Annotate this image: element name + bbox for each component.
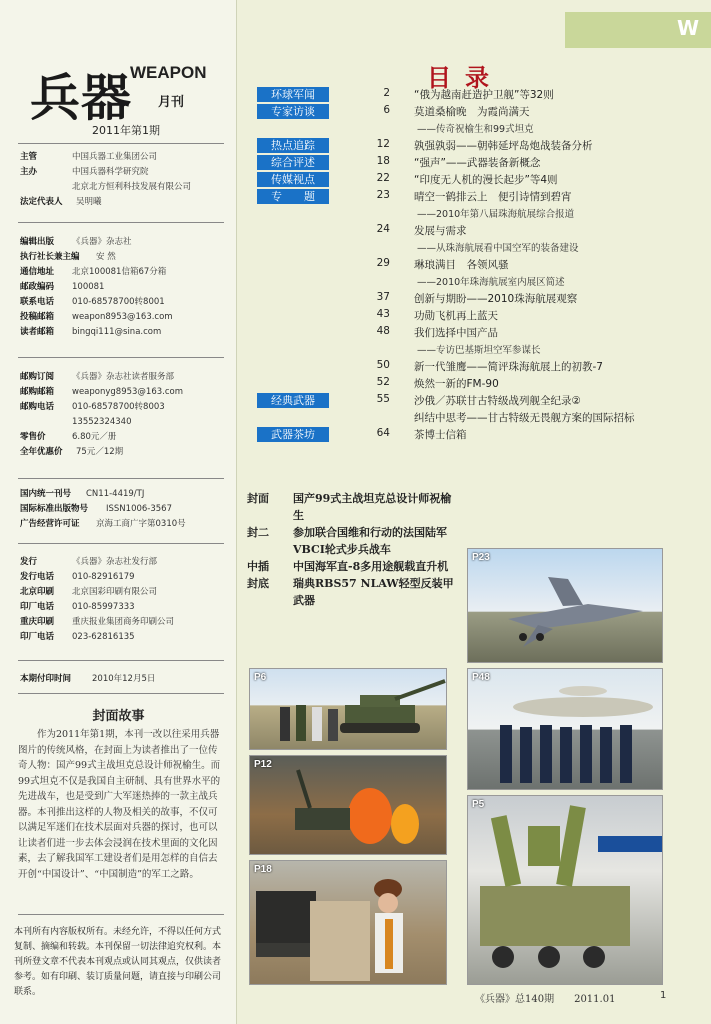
info-value: 《兵器》杂志社: [72, 237, 132, 247]
info-key: 国内统一刊号: [20, 489, 72, 499]
divider: [18, 660, 224, 661]
toc-entry[interactable]: [257, 137, 677, 154]
cover-story-title: 封面故事: [92, 709, 145, 724]
cover-list-item: [247, 558, 457, 575]
toc-title-text: “印度无人机的漫长起步”等4则: [414, 174, 558, 186]
toc-page-number: 2: [383, 87, 390, 99]
info-row: [20, 180, 191, 195]
printing-info: [20, 555, 174, 645]
photo-label: P23: [472, 552, 490, 563]
info-key: 印厂电话: [20, 632, 55, 642]
info-row: [20, 250, 173, 265]
info-key: 投稿邮箱: [20, 312, 55, 322]
missile-vehicle-image: [468, 796, 663, 985]
toc-page-number: 64: [376, 427, 390, 439]
info-row: [20, 385, 183, 400]
toc-entry[interactable]: [257, 409, 677, 426]
info-key: 印厂电话: [20, 602, 55, 612]
cover-list-item: [247, 490, 457, 524]
info-key: 发行: [20, 557, 38, 567]
toc-section-tag: 武器茶坊: [257, 427, 329, 442]
info-key: 主管: [20, 152, 38, 162]
info-row: [20, 570, 174, 585]
toc-title-text: 纠结中思考——甘古特级无畏舰方案的国际招标: [414, 412, 635, 424]
info-row: [20, 555, 174, 570]
cover-list-key: 中插: [247, 560, 269, 573]
cover-list-key: 封二: [247, 526, 269, 539]
toc-entry[interactable]: [257, 375, 677, 392]
toc-entry[interactable]: [257, 188, 677, 205]
photo-p23: [467, 548, 663, 663]
divider: [18, 222, 224, 223]
copyright-notice: 本刊所有内容版权所有。未经允许，不得以任何方式复制、摘编和转载。本刊保留一切法律追究权利。本刊所登文章不代表本刊观点或认同其观点，仅供读者参考。如有印刷、装订质量问题，请直接与印刷公司联系。: [14, 927, 222, 997]
cover-list-value: 瑞典RBS57 NLAW轻型反装甲武器: [293, 577, 454, 607]
contents-column: [247, 0, 711, 1024]
toc-page-number: 50: [376, 359, 390, 371]
photo-label: P48: [472, 672, 490, 683]
toc-page-number: 55: [376, 393, 390, 405]
info-key: 执行社长兼主编: [20, 252, 80, 262]
info-row: [20, 325, 173, 340]
magazine-english-title: WEAPON: [130, 63, 207, 82]
toc-title-text: 创新与期盼——2010珠海航展观察: [414, 293, 578, 305]
info-key: 零售价: [20, 432, 46, 442]
cover-list-item: [247, 575, 457, 609]
toc-title-text: 孰强孰弱——朝韩延坪岛炮战装备分析: [414, 140, 593, 152]
soldier-truck-image: [250, 861, 447, 985]
cover-list-value: 国产99式主战坦克总设计师祝榆生: [293, 492, 452, 522]
info-value: 北京国彩印刷有限公司: [72, 587, 158, 597]
toc-page-number: 52: [376, 376, 390, 388]
info-key: 邮购订阅: [20, 372, 55, 382]
info-row: [20, 430, 183, 445]
toc-section-tag: 综合评述: [257, 155, 329, 170]
info-row: [20, 295, 173, 310]
publisher-info: [20, 150, 191, 210]
table-of-contents: [257, 86, 677, 443]
info-value: 010-68578700转8001: [72, 297, 165, 307]
masthead-column: [0, 0, 237, 1024]
divider: [18, 693, 224, 694]
page-number: 1: [660, 990, 667, 1001]
info-value: 023-62816135: [72, 632, 135, 642]
info-key: [20, 180, 72, 195]
toc-title-text: “强声”——武器装备新概念: [414, 157, 541, 169]
toc-page-number: 22: [376, 172, 390, 184]
toc-section-tag: 环球军闻: [257, 87, 329, 102]
cover-list-key: 封底: [247, 577, 269, 590]
toc-section-tag: 传媒视点: [257, 172, 329, 187]
divider: [18, 357, 224, 358]
info-value: weaponyg8953@163.com: [72, 387, 184, 397]
info-key: 读者邮箱: [20, 327, 55, 337]
photo-p6: [249, 668, 447, 750]
info-key: 邮购邮箱: [20, 387, 55, 397]
cover-story-text: 作为2011年第1期，本刊一改以往采用兵器图片的传统风格，在封面上为读者推出了一位传奇人物：国产99式主战坦克总设计师祝榆生。而99式坦克不仅是我国自主研制、具有世界水平的先进战车，也是受到广大军迷热捧的一款主战兵器。本刊推出这样的人物及相关的故事，不仅可以满足军迷们在技术层面对兵器的探讨，也可以让读者们进一步去体会浸润在技术里面的文化因素，去了解我国军工建设者们是用怎样的自信去开创“中国设计”、“中国制造”的军工之路。: [18, 729, 221, 880]
toc-entry[interactable]: [257, 239, 677, 256]
info-value: weapon8953@163.com: [72, 312, 173, 322]
info-row: [20, 630, 174, 645]
info-row: [20, 195, 191, 210]
info-value: CN11-4419/TJ: [86, 489, 145, 499]
info-row: [20, 280, 173, 295]
info-key: 联系电话: [20, 297, 55, 307]
toc-section-tag: 专 题: [257, 189, 329, 204]
tank-image: [250, 669, 447, 750]
toc-entry[interactable]: [257, 307, 677, 324]
info-value: 北京100081信箱67分箱: [72, 267, 167, 277]
toc-subtitle: ——传奇祝榆生和99式坦克: [417, 124, 534, 135]
toc-entry[interactable]: [257, 205, 677, 222]
artillery-fire-image: [250, 756, 447, 855]
info-value: bingqi111@sina.com: [72, 327, 162, 337]
info-row: [20, 600, 174, 615]
toc-entry[interactable]: [257, 324, 677, 341]
toc-section-tag: 热点追踪: [257, 138, 329, 153]
toc-title-text: 我们选择中国产品: [414, 327, 498, 339]
info-key: 北京印刷: [20, 587, 55, 597]
toc-subtitle: ——2010年珠海航展室内展区简述: [417, 277, 565, 288]
info-value: 100081: [72, 282, 105, 292]
info-key: 国际标准出版物号: [20, 504, 89, 514]
info-key: 全年优惠价: [20, 447, 63, 457]
toc-title-text: 发展与需求: [414, 225, 467, 237]
photo-label: P12: [254, 759, 272, 770]
info-key: 编辑出版: [20, 237, 55, 247]
toc-page-number: 6: [383, 104, 390, 116]
info-value: 13552324340: [72, 417, 132, 427]
photo-p48: [467, 668, 663, 790]
photo-label: P5: [472, 799, 485, 810]
toc-entry[interactable]: [257, 358, 677, 375]
section-badge: W: [565, 12, 711, 48]
toc-page-number: 23: [376, 189, 390, 201]
info-value: 重庆报业集团商务印刷公司: [72, 617, 175, 627]
info-key: 重庆印刷: [20, 617, 55, 627]
toc-page-number: 24: [376, 223, 390, 235]
toc-title-text: 琳琅满目 各领风骚: [414, 259, 509, 271]
info-row: [20, 370, 183, 385]
info-row: [20, 415, 183, 430]
info-row: [20, 400, 183, 415]
toc-entry[interactable]: [257, 341, 677, 358]
aircraft-officers-image: [468, 669, 663, 790]
info-value: 6.80元／册: [72, 432, 117, 442]
info-key: 广告经营许可证: [20, 519, 80, 529]
toc-subtitle: ——从珠海航展看中国空军的装备建设: [417, 243, 579, 254]
info-value: 75元／12期: [76, 447, 124, 457]
info-value: 《兵器》杂志社读者服务部: [72, 372, 175, 382]
toc-page-number: 12: [376, 138, 390, 150]
divider: [18, 478, 224, 479]
info-value: 安 然: [96, 252, 116, 262]
toc-title-text: 新一代雏鹰——简评珠海航展上的初教-7: [414, 361, 603, 373]
info-value: 北京北方恒利科技发展有限公司: [72, 182, 192, 192]
toc-entry[interactable]: [257, 290, 677, 307]
toc-subtitle: ——2010年第八届珠海航展综合报道: [417, 209, 575, 220]
cover-list-item: [247, 524, 457, 558]
photo-p12: [249, 755, 447, 855]
info-value: 《兵器》杂志社发行部: [72, 557, 158, 567]
toc-title-text: 莫道桑榆晚 为霞尚满天: [414, 106, 530, 118]
editorial-info: [20, 235, 173, 340]
info-row: [20, 502, 186, 517]
info-row: [20, 165, 191, 180]
info-value: 010-68578700转8003: [72, 402, 165, 412]
toc-page-number: 48: [376, 325, 390, 337]
divider: [18, 143, 224, 144]
monthly-label: 月刊: [158, 95, 185, 110]
toc-page-number: 18: [376, 155, 390, 167]
toc-entry[interactable]: [257, 103, 677, 120]
info-key: 邮购电话: [20, 402, 55, 412]
toc-title-text: 晴空一鹤排云上 便引诗情到碧宵: [414, 191, 572, 203]
info-row: [20, 310, 173, 325]
info-value: ISSN1006-3567: [106, 504, 172, 514]
toc-entry[interactable]: [257, 256, 677, 273]
info-value: 京海工商广字第0310号: [96, 519, 186, 529]
print-time: 本期付印时间 2010年12月5日: [20, 674, 156, 684]
toc-entry[interactable]: [257, 154, 677, 171]
toc-subtitle: ——专访巴基斯坦空军参谋长: [417, 345, 541, 356]
cover-list-key: 封面: [247, 492, 269, 505]
toc-section-tag: 专家访谈: [257, 104, 329, 119]
registration-info: [20, 487, 186, 532]
info-value: 010-85997333: [72, 602, 135, 612]
toc-section-tag: 经典武器: [257, 393, 329, 408]
toc-title-text: 沙俄／苏联甘古特级战列舰全纪录②: [414, 395, 581, 407]
divider: [18, 543, 224, 544]
toc-entry[interactable]: [257, 120, 677, 137]
info-row: [20, 445, 183, 460]
issue-footer: 《兵器》总140期 2011.01: [475, 994, 616, 1005]
toc-entry[interactable]: [257, 222, 677, 239]
info-row: [20, 585, 174, 600]
info-key: [20, 415, 72, 430]
info-row: [20, 265, 173, 280]
toc-title: 目录: [427, 63, 503, 92]
toc-page-number: 37: [376, 291, 390, 303]
toc-entry[interactable]: [257, 86, 677, 103]
divider: [18, 914, 224, 915]
info-key: 通信地址: [20, 267, 55, 277]
photo-label: P6: [254, 672, 267, 683]
info-value: 中国兵器科学研究院: [72, 167, 149, 177]
toc-entry[interactable]: [257, 273, 677, 290]
cover-list: [247, 490, 457, 609]
info-row: [20, 615, 174, 630]
photo-label: P18: [254, 864, 272, 875]
toc-title-text: 功勋飞机再上蓝天: [414, 310, 498, 322]
info-value: 010-82916179: [72, 572, 135, 582]
toc-entry[interactable]: [257, 171, 677, 188]
info-value: 吴明曦: [76, 197, 102, 207]
info-value: 中国兵器工业集团公司: [72, 152, 158, 162]
info-row: [20, 235, 173, 250]
issue-number: 2011年第1期: [92, 124, 160, 137]
info-row: [20, 487, 186, 502]
subscription-info: [20, 370, 183, 460]
toc-title-text: 茶博士信箱: [414, 429, 467, 441]
info-key: 邮政编码: [20, 282, 55, 292]
toc-entry[interactable]: [257, 426, 677, 443]
toc-title-text: 焕然一新的FM-90: [414, 378, 499, 390]
info-key: 法定代表人: [20, 197, 63, 207]
info-key: 主办: [20, 167, 38, 177]
info-row: [20, 517, 186, 532]
info-row: [20, 150, 191, 165]
toc-title-text: “俄为越南赶造护卫舰”等32则: [414, 89, 554, 101]
toc-entry[interactable]: [257, 392, 677, 409]
cover-list-value: 中国海军直-8多用途舰载直升机: [293, 560, 449, 573]
cover-list-value: 参加联合国维和行动的法国陆军VBCI轮式步兵战车: [293, 526, 447, 556]
magazine-logo: 兵器: [30, 69, 132, 127]
fighter-jet-image: [468, 549, 663, 663]
toc-page-number: 43: [376, 308, 390, 320]
photo-p18: [249, 860, 447, 985]
info-key: 发行电话: [20, 572, 55, 582]
photo-p52: [467, 795, 663, 985]
toc-page-number: 29: [376, 257, 390, 269]
